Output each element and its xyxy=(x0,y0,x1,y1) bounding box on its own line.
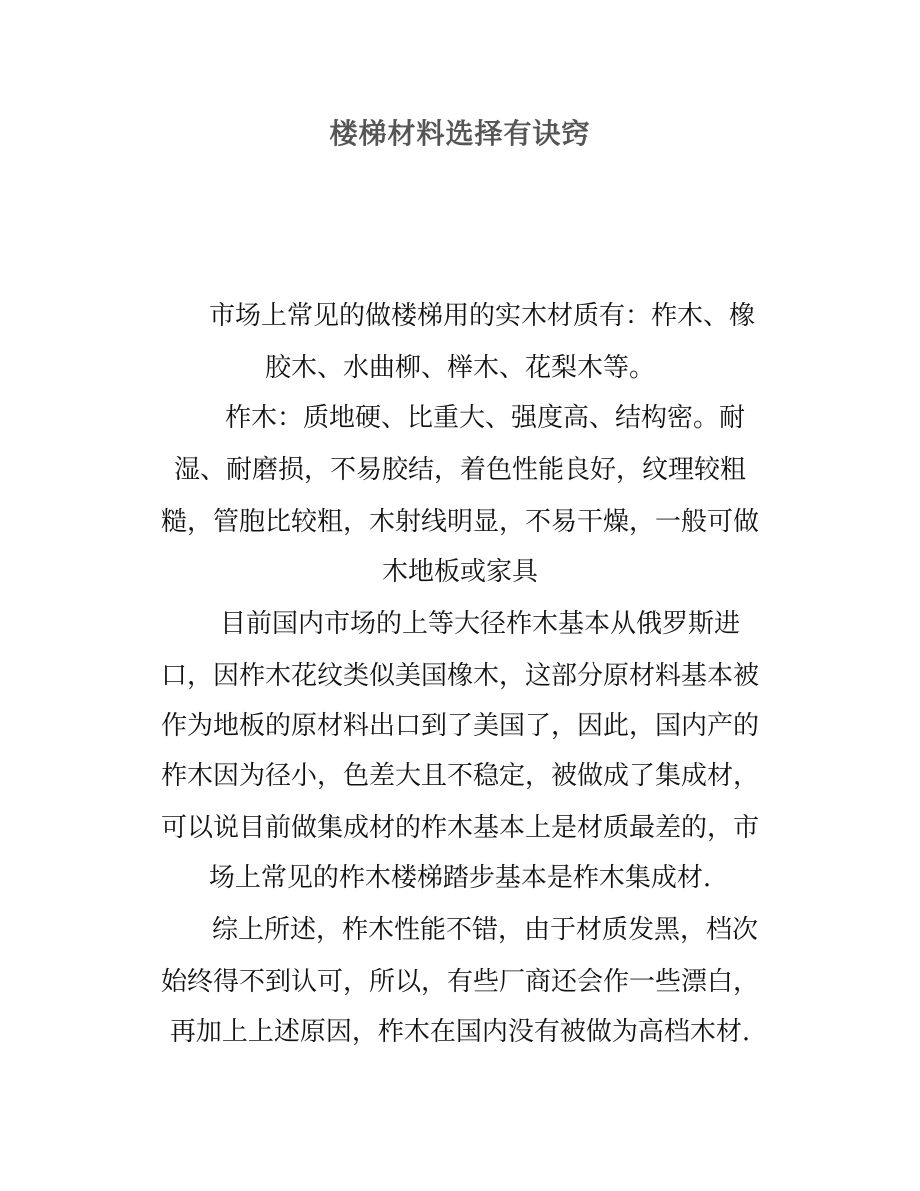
body-line-8: 口，因柞木花纹类似美国橡木，这部分原材料基本被 xyxy=(160,661,759,691)
body-line-14: 始终得不到认可，所以，有些厂商还会作一些漂白， xyxy=(160,967,759,997)
body-line-12: 场上常见的柞木楼梯踏步基本是柞木集成材. xyxy=(208,863,712,893)
body-line-7: 目前国内市场的上等大径柞木基本从俄罗斯进 xyxy=(219,609,740,639)
body-line-11: 可以说目前做集成材的柞木基本上是材质最差的，市 xyxy=(160,813,759,843)
body-line-13: 综上所述，柞木性能不错，由于材质发黑，档次 xyxy=(211,915,758,945)
body-line-9: 作为地板的原材料出口到了美国了，因此，国内产的 xyxy=(160,711,759,741)
body-line-2: 胶木、水曲柳、榉木、花梨木等。 xyxy=(264,353,655,383)
body-line-4: 湿、耐磨损，不易胶结，着色性能良好，纹理较粗 xyxy=(173,455,746,485)
body-line-6: 木地板或家具 xyxy=(381,557,538,587)
body-line-15: 再加上上述原因，柞木在国内没有被做为高档木材. xyxy=(169,1017,751,1047)
body-line-5: 糙，管胞比较粗，木射线明显，不易干燥，一般可做 xyxy=(160,507,759,537)
document-title: 楼梯材料选择有诀窍 xyxy=(329,117,591,150)
body-line-10: 柞木因为径小，色差大且不稳定，被做成了集成材， xyxy=(160,761,759,791)
body-line-3: 柞木：质地硬、比重大、强度高、结构密。耐 xyxy=(224,403,745,433)
body-line-1: 市场上常见的做楼梯用的实木材质有：柞木、橡 xyxy=(208,301,755,331)
